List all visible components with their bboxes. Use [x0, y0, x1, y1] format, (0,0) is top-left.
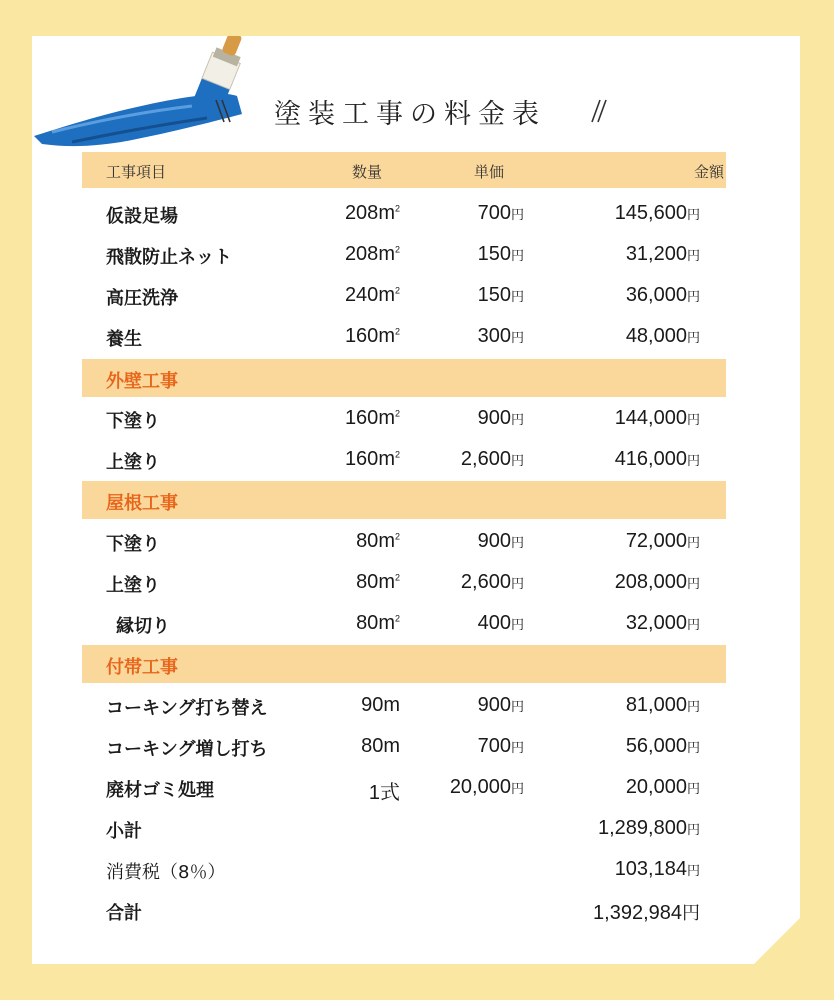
table-row: 廃材ゴミ処理 1式 20,000円 20,000円: [106, 776, 700, 804]
table-row: 上塗り $160m^2$ 2,600円 416,000円: [106, 448, 700, 473]
table-row: 仮設足場 $208m^2$ 700円 145,600円: [106, 202, 700, 227]
table-row: 下塗り $160m^2$ 900円 144,000円: [106, 407, 700, 432]
tax-row: 消費税（8％） 103,184円: [106, 858, 700, 883]
section-wall: 外壁工事: [82, 359, 726, 397]
header-qty: 数量: [352, 163, 383, 181]
table-row: 養生 $160m^2$ 300円 48,000円: [106, 325, 700, 350]
subtotal-row: 小計 1,289,800円: [106, 817, 700, 842]
header-price: 単価: [474, 163, 505, 181]
table-row: コーキング打ち替え 90m 900円 81,000円: [106, 694, 700, 719]
header-amount: 金額: [694, 163, 725, 181]
title-deco-right: [586, 88, 612, 134]
table-header: [82, 152, 726, 188]
section-extra: 付帯工事: [82, 645, 726, 683]
title-area: [200, 88, 620, 134]
table-row: 下塗り $80m^2$ 900円 72,000円: [106, 530, 700, 555]
table-row: コーキング増し打ち 80m 700円 56,000円: [106, 735, 700, 760]
section-roof: 屋根工事: [82, 481, 726, 519]
header-item: 工事項目: [106, 163, 167, 181]
total-row: 合計 1,392,984円: [106, 902, 700, 924]
table-row: 縁切り $80m^2$ 400円 32,000円: [116, 612, 700, 637]
title-deco-left: [210, 88, 236, 134]
table-row: 高圧洗浄 $240m^2$ 150円 36,000円: [106, 284, 700, 309]
table-row: 上塗り $80m^2$ 2,600円 208,000円: [106, 571, 700, 596]
table-row: 飛散防止ネット $208m^2$ 150円 31,200円: [106, 243, 700, 268]
page-title: 塗装工事の料金表: [274, 98, 546, 130]
